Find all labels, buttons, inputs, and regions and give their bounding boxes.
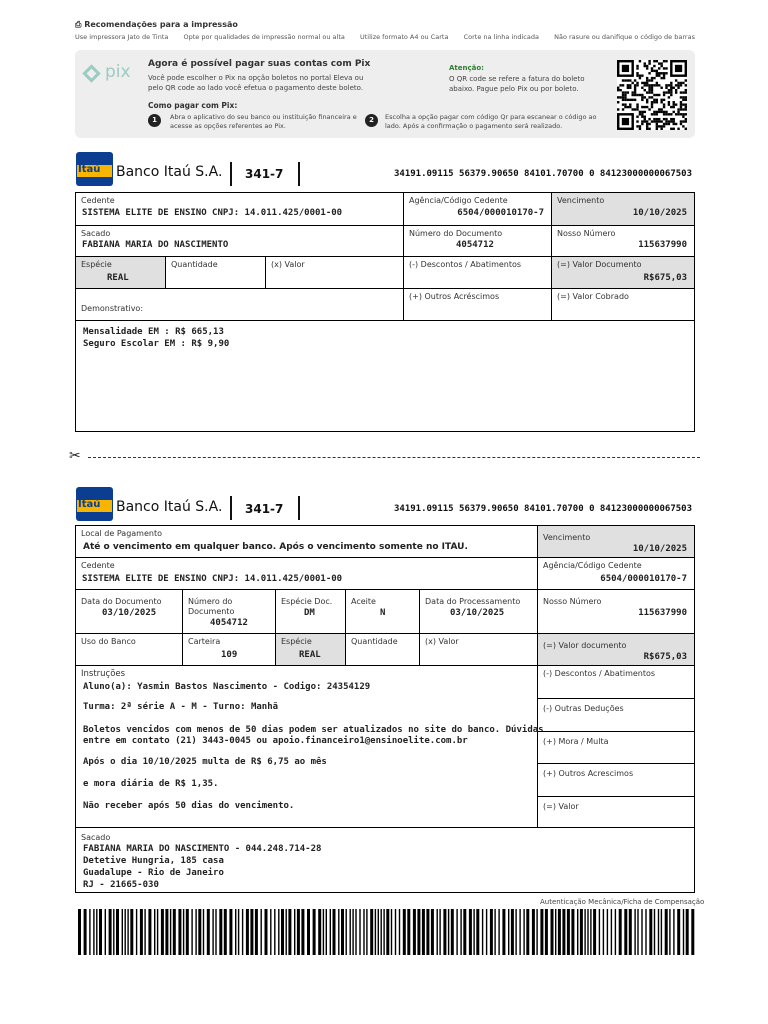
pix-how-title: Como pagar com Pix: bbox=[148, 101, 238, 110]
vencimento-cell: Vencimento 10/10/2025 bbox=[552, 193, 694, 226]
digitable-line[interactable]: 34191.09115 56379.90650 84101.70700 0 84123000000067503 bbox=[394, 504, 693, 514]
digitable-line[interactable]: 34191.09115 56379.90650 84101.70700 0 84123000000067503 bbox=[394, 169, 693, 179]
valor-documento-cell: (=) Valor documento R$675,03 bbox=[538, 634, 694, 666]
recommendation-item: Opte por qualidades de impressão normal ou alta bbox=[183, 33, 345, 41]
itau-logo: Itaú bbox=[76, 487, 113, 521]
pix-diamond-icon bbox=[82, 64, 100, 82]
valor-cell: (=) Valor bbox=[538, 797, 694, 828]
nosso-numero-cell: Nosso Número 115637990 bbox=[552, 226, 694, 257]
scissors-icon: ✂ bbox=[69, 448, 81, 464]
recommendations-list bbox=[75, 33, 695, 41]
local-pagamento-cell: Local de Pagamento Até o vencimento em qualquer banco. Após o vencimento somente no ITAU. bbox=[76, 526, 538, 558]
descontos-cell: (-) Descontos / Abatimentos bbox=[404, 257, 552, 289]
header-divider bbox=[230, 496, 232, 520]
data-processamento-cell: Data do Processamento 03/10/2025 bbox=[420, 590, 538, 634]
numero-documento-cell: Número do Documento 4054712 bbox=[183, 590, 276, 634]
pix-attention-title: Atenção: bbox=[449, 64, 484, 72]
autenticacao-label: Autenticação Mecânica/Ficha de Compensação bbox=[540, 898, 705, 906]
bank-code: 341-7 bbox=[245, 502, 284, 516]
recommendation-item: Utilize formato A4 ou Carta bbox=[359, 33, 449, 41]
step-text-2: Escolha a opção pagar com código Qr para escanear o código ao lado. Após a confirmação o pagamento será realizado. bbox=[385, 113, 597, 130]
qr-code bbox=[616, 60, 688, 130]
header-divider bbox=[230, 162, 232, 186]
step-number-2: 2 bbox=[365, 114, 378, 127]
bank-name: Banco Itaú S.A. bbox=[116, 499, 223, 515]
demonstrativo-text: Mensalidade EM : R$ 665,13 Seguro Escolar EM : R$ 9,90 bbox=[83, 327, 230, 349]
valor-cobrado-cell: (=) Valor Cobrado bbox=[552, 289, 694, 321]
data-documento-cell: Data do Documento 03/10/2025 bbox=[76, 590, 183, 634]
receipt-table bbox=[75, 192, 695, 432]
mora-multa-cell: (+) Mora / Multa bbox=[538, 732, 694, 764]
quantidade-cell: Quantidade bbox=[346, 634, 420, 666]
especie-cell: Espécie REAL bbox=[276, 634, 346, 666]
demonstrativo-header-cell: Demonstrativo: bbox=[76, 289, 404, 321]
xvalor-cell: (x) Valor bbox=[420, 634, 538, 666]
cedente-cell: Cedente SISTEMA ELITE DE ENSINO CNPJ: 14.011.425/0001-00 bbox=[76, 558, 538, 590]
payment-slip-table bbox=[75, 525, 695, 893]
bank-code: 341-7 bbox=[245, 167, 284, 181]
recommendations-title: ⎙ Recomendações para a impressão bbox=[75, 20, 238, 29]
agencia-cell: Agência/Código Cedente 6504/000010170-7 bbox=[404, 193, 552, 226]
uso-banco-cell: Uso do Banco bbox=[76, 634, 183, 666]
cedente-cell: Cedente SISTEMA ELITE DE ENSINO CNPJ: 14.011.425/0001-00 bbox=[76, 193, 404, 226]
step-text-1: Abra o aplicativo do seu banco ou instituição financeira e acesse as opções referentes ao Pix. bbox=[170, 113, 357, 130]
header-divider bbox=[298, 162, 300, 186]
pix-headline: Agora é possível pagar suas contas com Pix bbox=[148, 59, 371, 69]
step-number-1: 1 bbox=[148, 114, 161, 127]
xvalor-cell: (x) Valor bbox=[266, 257, 404, 289]
especie-doc-cell: Espécie Doc. DM bbox=[276, 590, 346, 634]
pix-body: Você pode escolher o Pix na opção boletos no portal Eleva ou pelo QR code ao lado você efetua o pagamento deste boleto. bbox=[148, 74, 364, 92]
bank-name: Banco Itaú S.A. bbox=[116, 164, 223, 180]
vencimento-cell: Vencimento 10/10/2025 bbox=[538, 526, 694, 558]
sacado-block: Sacado FABIANA MARIA DO NASCIMENTO - 044.248.714-28 Detetive Hungria, 185 casa Guadalupe - Rio de Janeiro RJ - 21665-030 bbox=[81, 833, 322, 890]
outros-acrescimos-cell: (+) Outros Acrescimos bbox=[538, 764, 694, 797]
itau-logo: Itaú bbox=[76, 152, 113, 186]
num-doc-cell: Número do Documento 4054712 bbox=[404, 226, 552, 257]
cut-line bbox=[88, 457, 700, 458]
instrucoes-cell: Instruções Aluno(a): Yasmin Bastos Nascimento - Codigo: 24354129 Turma: 2ª série A - M - Turno: Manhã Boletos vencidos com menos de 50 dias podem ser atualizados no site do banco. Dúvidas entre em contato (21) 3443-0045 ou apoio.financeiro1@ensinoelite.com.br Após o dia 10/10/2025 multa de R$ 6,75 ao mês e mora diária de R$ 1,35. Não receber após 50 dias do vencimento. bbox=[76, 666, 538, 828]
aceite-cell: Aceite N bbox=[346, 590, 420, 634]
sacado-cell: Sacado FABIANA MARIA DO NASCIMENTO bbox=[76, 226, 404, 257]
barcode bbox=[76, 909, 696, 955]
pix-attention-text: O QR code se refere a fatura do boleto abaixo. Pague pelo Pix ou por boleto. bbox=[449, 75, 585, 93]
valor-documento-cell: (=) Valor Documento R$675,03 bbox=[552, 257, 694, 289]
especie-cell: Espécie REAL bbox=[76, 257, 166, 289]
quantidade-cell: Quantidade bbox=[166, 257, 266, 289]
printer-icon: ⎙ bbox=[75, 20, 82, 29]
pix-panel bbox=[75, 50, 695, 138]
outros-acrescimos-cell: (+) Outros Acréscimos bbox=[404, 289, 552, 321]
nosso-numero-cell: Nosso Número 115637990 bbox=[538, 590, 694, 634]
header-divider bbox=[298, 496, 300, 520]
pix-logo: pix bbox=[83, 62, 133, 84]
outras-deducoes-cell: (-) Outras Deduções bbox=[538, 699, 694, 732]
recommendation-item: Não rasure ou danifique o código de barras bbox=[554, 33, 695, 41]
agencia-cell: Agência/Código Cedente 6504/000010170-7 bbox=[538, 558, 694, 590]
recommendation-item: Use impressora Jato de Tinta bbox=[75, 33, 169, 41]
descontos-cell: (-) Descontos / Abatimentos bbox=[538, 666, 694, 699]
recommendation-item: Corte na linha indicada bbox=[463, 33, 539, 41]
carteira-cell: Carteira 109 bbox=[183, 634, 276, 666]
